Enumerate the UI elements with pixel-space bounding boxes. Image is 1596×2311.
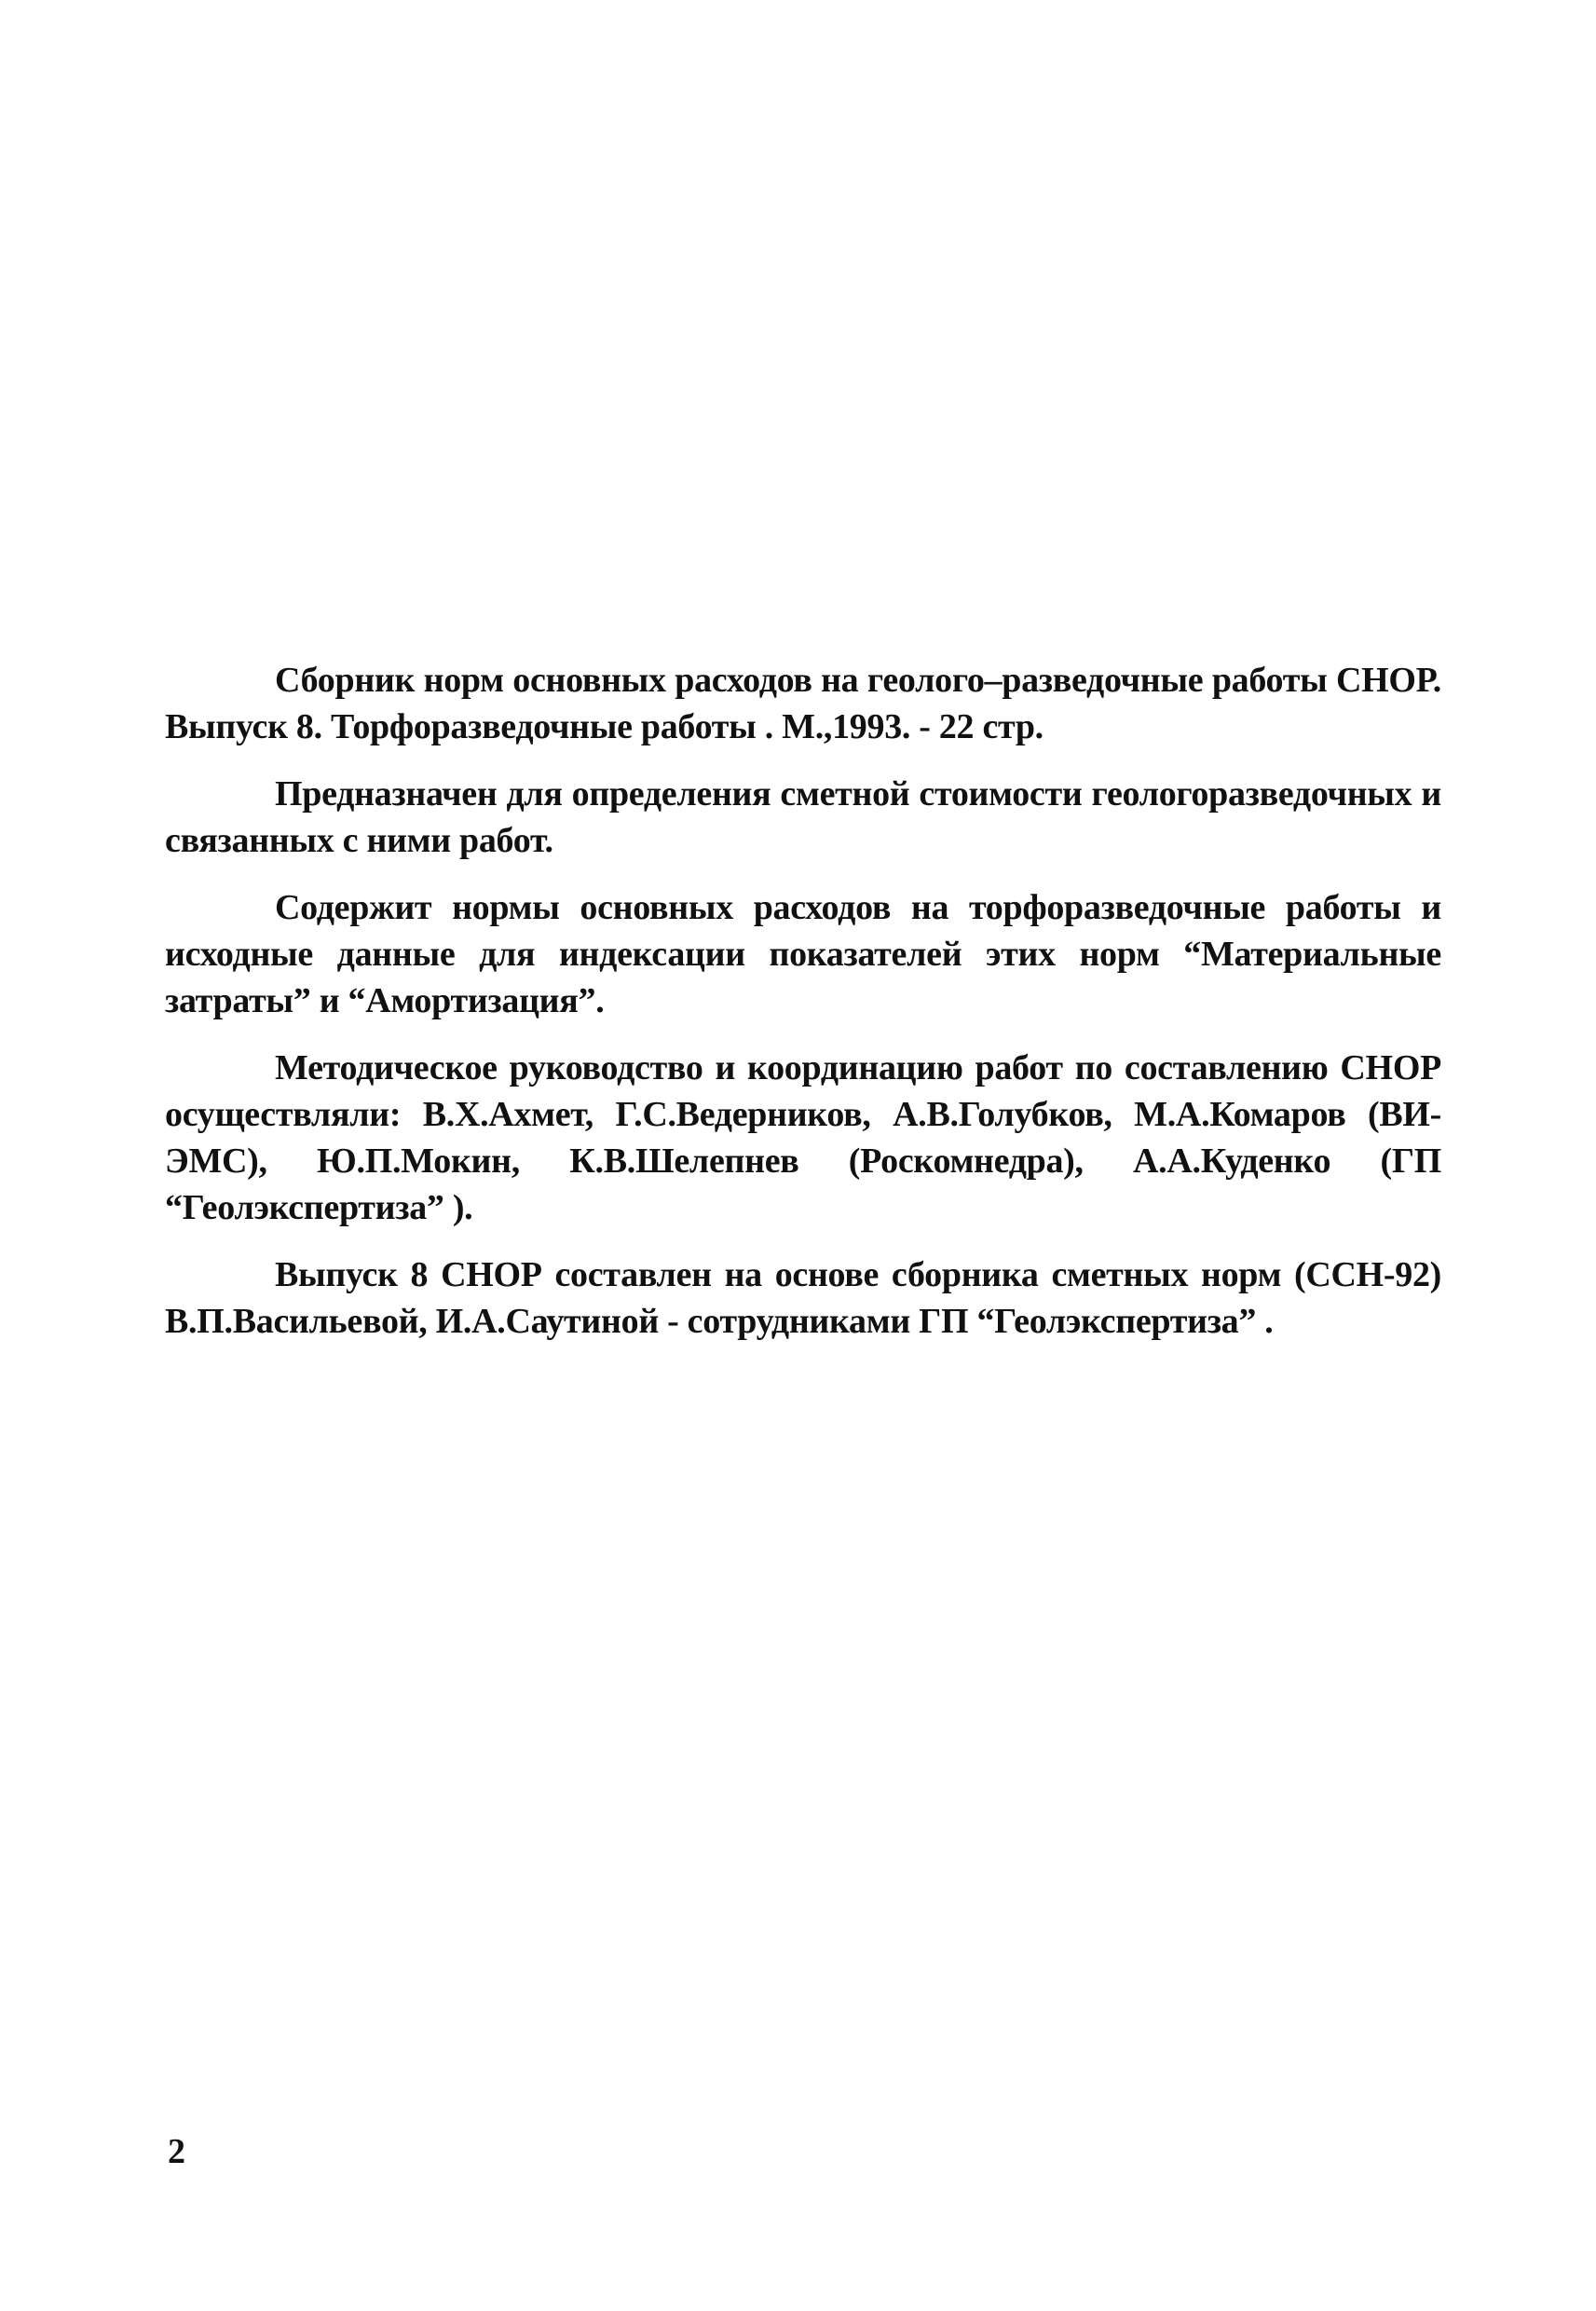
paragraph-purpose: Предназначен для определения сметной стоимости геологоразведочных и связанных с ними работ.: [165, 774, 1441, 860]
paragraph-compilers: Выпуск 8 СНОР составлен на основе сборника сметных норм (ССН-92) В.П.Васильевой, И.А.Саутиной - сотрудниками ГП “Геолэкспертиза” .: [165, 1255, 1441, 1341]
paragraph-methodical-guidance: Методическое руководство и координацию работ по составлению СНОР осуществляли: В.Х.Ахмет, Г.С.Ведерников, А.В.Голубков, М.А.Комаров (ВИ-ЭМС), Ю.П.Мокин, К.В.Шелепнев (Роскомнедра), А.А.Куденко (ГП “Геолэкспертиза” ).: [165, 1048, 1441, 1227]
annotation-block: [165, 657, 1441, 1365]
paragraph-bibliographic-entry: Сборник норм основных расходов на геолого–разведочные работы СНОР. Выпуск 8. Торфоразведочные работы . М.,1993. - 22 стр.: [165, 661, 1441, 746]
page-number: 2: [168, 2132, 185, 2171]
paragraph-contents: Содержит нормы основных расходов на торфоразведочные работы и исходные данные для индексации показателей этих норм “Материальные затраты” и “Амортизация”.: [165, 888, 1441, 1020]
